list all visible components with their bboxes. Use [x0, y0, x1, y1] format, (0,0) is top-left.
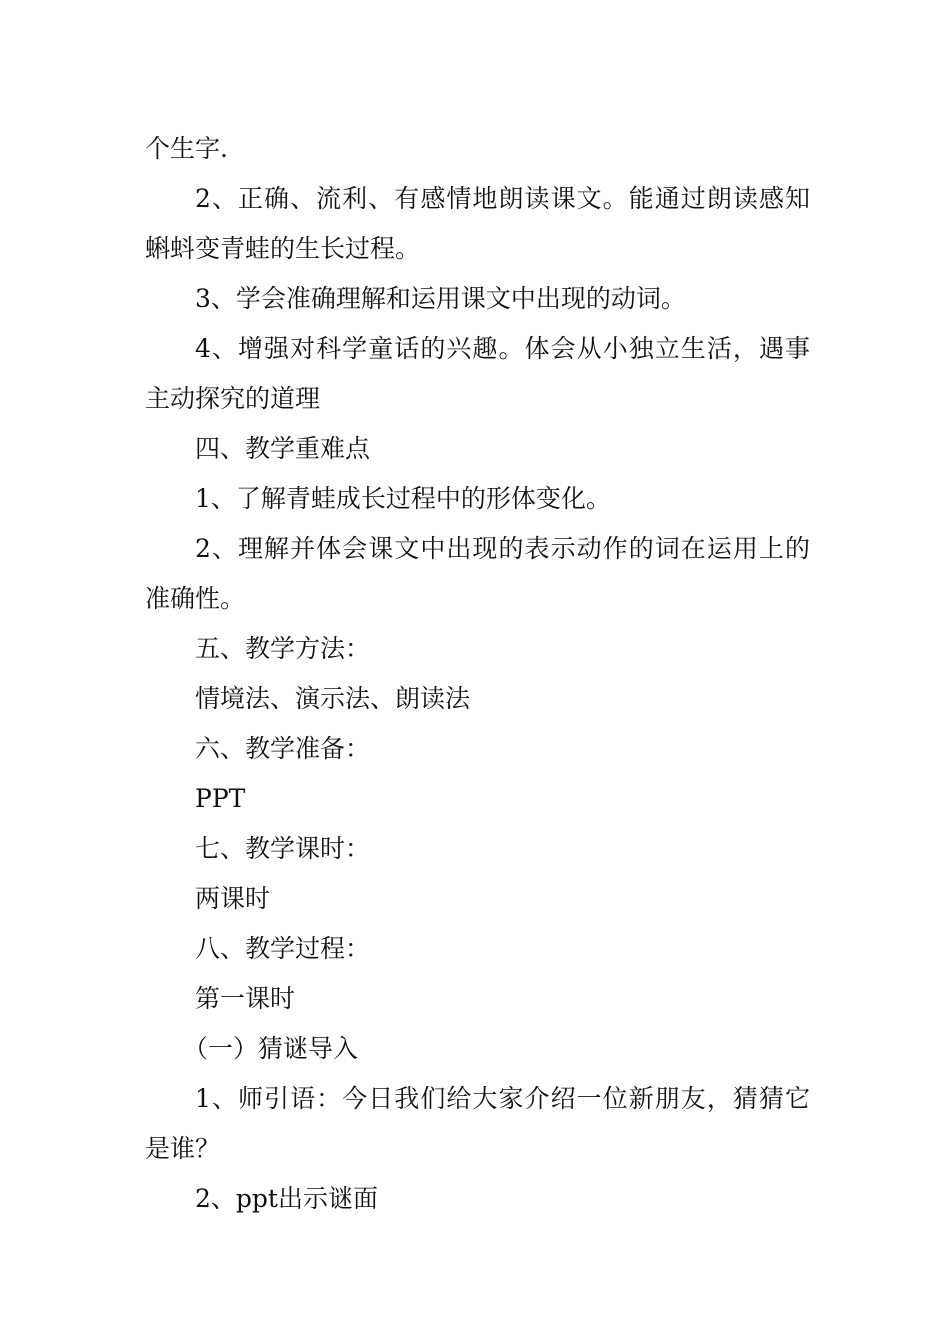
section-heading: 六、教学准备：: [195, 734, 371, 763]
subsection-heading: 第一课时: [195, 984, 296, 1013]
document-body: [145, 124, 810, 1224]
paragraph: 个生字.: [145, 134, 228, 163]
paragraph: 2、正确、流利、有感情地朗读课文。能通过朗读感知蝌蚪变青蛙的生长过程。: [145, 184, 810, 263]
paragraph: 2、ppt出示谜面: [195, 1184, 378, 1213]
paragraph: 3、学会准确理解和运用课文中出现的动词。: [195, 284, 686, 313]
paragraph: 2、理解并体会课文中出现的表示动作的词在运用上的准确性。: [145, 534, 810, 613]
paragraph: PPT: [195, 784, 246, 813]
paragraph: 两课时: [195, 884, 271, 913]
subsection-heading: （一）猜谜导入: [183, 1034, 359, 1063]
section-heading: 五、教学方法：: [195, 634, 371, 663]
paragraph: 情境法、演示法、朗读法: [195, 684, 471, 713]
paragraph: 4、增强对科学童话的兴趣。体会从小独立生活，遇事主动探究的道理: [145, 334, 810, 413]
paragraph: 1、师引语：今日我们给大家介绍一位新朋友，猜猜它是谁？: [145, 1084, 810, 1163]
paragraph: 1、了解青蛙成长过程中的形体变化。: [195, 484, 611, 513]
section-heading: 七、教学课时：: [195, 834, 371, 863]
section-heading: 四、教学重难点: [195, 434, 371, 463]
section-heading: 八、教学过程：: [195, 934, 371, 963]
